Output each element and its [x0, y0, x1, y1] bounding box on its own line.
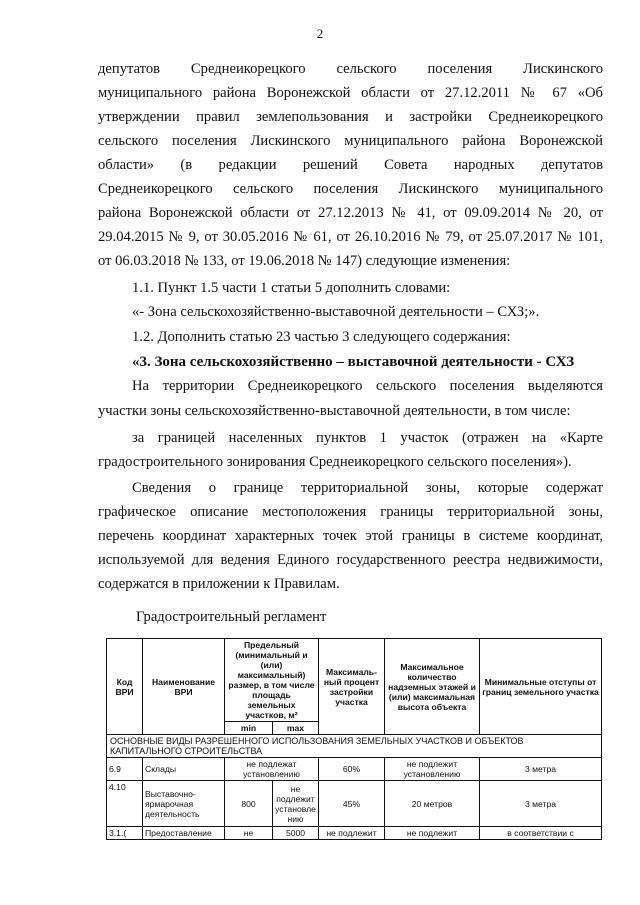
item-1-2: 1.2. Дополнить статью 23 частью 3 следующего содержания:	[132, 329, 511, 345]
cell-code: 4.10	[107, 781, 143, 827]
cell-code: 6.9	[107, 758, 143, 781]
cell-floors: не подлежит установлению	[385, 758, 480, 781]
cell-size-min: 800	[225, 781, 273, 827]
header-size: Предельный (минимальный и (или) максимальный) размер, в том числе площадь земельных участков, м²	[225, 639, 319, 722]
table-row	[107, 827, 602, 840]
header-size-max: max	[273, 722, 319, 735]
cell-name: Предоставление	[143, 827, 225, 840]
cell-size-max: 5000	[273, 827, 319, 840]
item-1-1: 1.1. Пункт 1.5 части 1 статьи 5 дополнить словами:	[132, 280, 451, 296]
cell-code: 3.1.(	[107, 827, 143, 840]
table-row	[107, 781, 602, 827]
paragraph-line: района Воронежской области от 27.12.2013 № 41, от 09.09.2014 № 20, от	[98, 205, 603, 221]
paragraph-line: градостроительного зонирования Среднеикорецкого сельского поселения»).	[98, 454, 572, 470]
paragraph-line: сельского поселения Лискинского муниципального района Воронежской	[98, 133, 603, 149]
cell-name: Склады	[143, 758, 225, 781]
paragraph-line: утверждении правил землепользования и застройки Среднеикорецкого	[98, 109, 603, 125]
header-name: Наименование ВРИ	[143, 639, 225, 735]
cell-name: Выставочно-ярмарочная деятельность	[143, 781, 225, 827]
page-number: 2	[316, 26, 324, 41]
item-1-1-text: «- Зона сельскохозяйственно-выставочной деятельности – СХЗ;».	[132, 304, 540, 320]
cell-floors: не подлежит	[385, 827, 480, 840]
cell-percent: не подлежит	[319, 827, 385, 840]
cell-setbacks: 3 метра	[480, 758, 602, 781]
paragraph-line: содержатся в приложении к Правилам.	[98, 576, 340, 592]
cell-setbacks: в соответствии с	[480, 827, 602, 840]
reglament-title: Градостроительный регламент	[136, 609, 327, 625]
cell-size: не подлежат установлению	[225, 758, 319, 781]
header-floors: Максимальное количество надземных этажей и (или) максимальная высота объекта	[385, 639, 480, 735]
paragraph-line: муниципального района Воронежской области от 27.12.2011 № 67 «Об	[98, 85, 603, 101]
table-section-row	[107, 735, 602, 758]
header-percent: Максималь-ный процент застройки участка	[319, 639, 385, 735]
paragraph-line: Сведения о границе территориальной зоны, которые содержат	[132, 480, 603, 496]
paragraph-line: Среднеикорецкого сельского поселения Лискинского муниципального	[98, 181, 603, 197]
cell-size-min: не	[225, 827, 273, 840]
paragraph-line: перечень координат характерных точек этой границы в системе координат,	[98, 528, 603, 544]
paragraph-line: 29.04.2015 № 9, от 30.05.2016 № 61, от 26.10.2016 № 79, от 25.07.2017 № 101,	[98, 229, 603, 245]
regulation-table	[106, 638, 602, 840]
table-row	[107, 758, 602, 781]
cell-percent: 45%	[319, 781, 385, 827]
header-size-min: min	[225, 722, 273, 735]
cell-floors: 20 метров	[385, 781, 480, 827]
header-setbacks: Минимальные отступы от границ земельного участка	[480, 639, 602, 735]
cell-percent: 60%	[319, 758, 385, 781]
cell-size-max: не подлежит установле нию	[273, 781, 319, 827]
paragraph-line: от 06.03.2018 № 133, от 19.06.2018 № 147) следующие изменения:	[98, 253, 511, 269]
paragraph-line: за границей населенных пунктов 1 участок (отражен на «Карте	[132, 430, 603, 446]
section-title: ОСНОВНЫЕ ВИДЫ РАЗРЕШЕННОГО ИСПОЛЬЗОВАНИЯ ЗЕМЕЛЬНЫХ УЧАСТКОВ И ОБЪЕКТОВ КАПИТАЛЬНОГО СТРОИТЕЛЬСТВА	[107, 735, 602, 758]
paragraph-line: участки зоны сельскохозяйственно-выставочной деятельности, в том числе:	[98, 403, 571, 419]
cell-setbacks: 3 метра	[480, 781, 602, 827]
section-heading: «3. Зона сельскохозяйственно – выставочной деятельности - СХЗ	[132, 354, 575, 370]
table-header-row	[107, 639, 602, 722]
header-code: Код ВРИ	[107, 639, 143, 735]
paragraph-line: депутатов Среднеикорецкого сельского поселения Лискинского	[98, 61, 603, 77]
paragraph-line: На территории Среднеикорецкого сельского поселения выделяются	[132, 378, 603, 394]
paragraph-line: области» (в редакции решений Совета народных депутатов	[98, 157, 603, 173]
paragraph-line: используемой для ведения Единого государственного реестра недвижимости,	[98, 552, 603, 568]
paragraph-line: графическое описание местоположения границы территориальной зоны,	[98, 504, 603, 520]
